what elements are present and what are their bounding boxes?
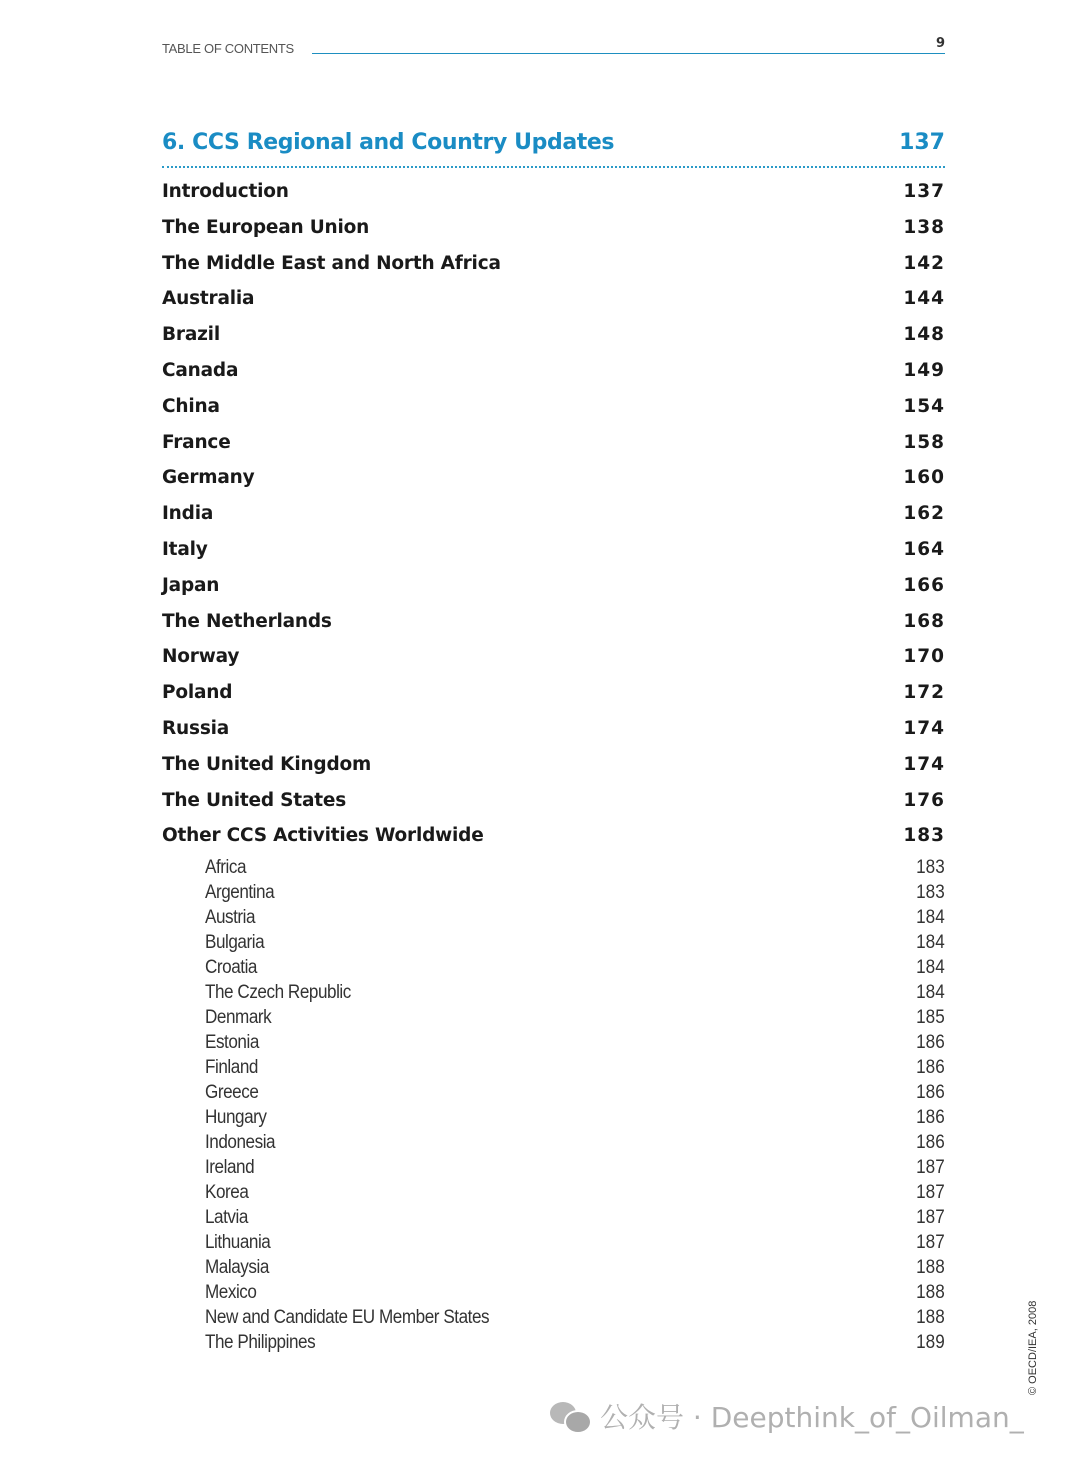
entry-title[interactable]: Russia: [162, 717, 230, 739]
toc-entry[interactable]: [205, 1331, 945, 1356]
entry-page: 183: [916, 857, 945, 878]
entry-title[interactable]: Africa: [205, 857, 247, 878]
toc-entry[interactable]: [205, 1081, 945, 1106]
entry-page: 176: [903, 789, 945, 811]
chapter-page: 137: [899, 130, 945, 155]
toc-entry[interactable]: [205, 906, 945, 931]
entry-title[interactable]: Denmark: [205, 1007, 272, 1028]
watermark: [550, 1396, 1024, 1436]
entry-page: 188: [916, 1282, 945, 1303]
toc-entry[interactable]: [162, 390, 945, 426]
toc-main-list: [162, 175, 945, 855]
entry-title[interactable]: Estonia: [205, 1032, 259, 1053]
entry-page: 160: [903, 467, 945, 489]
entry-page: 188: [916, 1307, 945, 1328]
entry-title[interactable]: France: [162, 431, 231, 453]
entry-page: 142: [903, 252, 945, 274]
entry-page: 186: [916, 1032, 945, 1053]
entry-title[interactable]: Poland: [162, 682, 233, 704]
entry-title[interactable]: Croatia: [205, 957, 257, 978]
toc-entry[interactable]: [162, 605, 945, 641]
entry-page: 187: [916, 1207, 945, 1228]
entry-page: 166: [903, 574, 945, 596]
toc-entry[interactable]: [205, 1281, 945, 1306]
running-header: [162, 38, 945, 56]
entry-title[interactable]: New and Candidate EU Member States: [205, 1307, 490, 1328]
toc-entry[interactable]: [162, 497, 945, 533]
entry-title[interactable]: Lithuania: [205, 1232, 271, 1253]
toc-entry[interactable]: [162, 569, 945, 605]
entry-page: 189: [916, 1332, 945, 1353]
toc-entry[interactable]: [162, 175, 945, 211]
chapter-title[interactable]: 6. CCS Regional and Country Updates: [162, 130, 615, 155]
entry-title[interactable]: The Philippines: [205, 1332, 316, 1353]
entry-page: 187: [916, 1182, 945, 1203]
entry-title[interactable]: Bulgaria: [205, 932, 265, 953]
entry-title[interactable]: Austria: [205, 907, 256, 928]
toc-entry[interactable]: [205, 881, 945, 906]
entry-page: 183: [903, 825, 945, 847]
entry-page: 149: [903, 359, 945, 381]
entry-title[interactable]: Korea: [205, 1182, 249, 1203]
entry-title[interactable]: The Czech Republic: [205, 982, 351, 1003]
entry-title[interactable]: Introduction: [162, 181, 289, 202]
entry-title[interactable]: Other CCS Activities Worldwide: [162, 825, 484, 847]
toc-entry[interactable]: [205, 1181, 945, 1206]
toc-entry[interactable]: [205, 856, 945, 881]
entry-title[interactable]: Mexico: [205, 1282, 257, 1303]
entry-title[interactable]: Brazil: [162, 324, 220, 346]
entry-title[interactable]: China: [162, 395, 220, 417]
entry-title[interactable]: The Middle East and North Africa: [162, 252, 501, 274]
toc-entry[interactable]: [162, 282, 945, 318]
entry-title[interactable]: Germany: [162, 467, 255, 489]
entry-page: 183: [916, 882, 945, 903]
entry-page: 148: [903, 324, 945, 346]
entry-page: 186: [916, 1132, 945, 1153]
entry-page: 184: [916, 932, 945, 953]
entry-page: 158: [903, 431, 945, 453]
entry-page: 186: [916, 1082, 945, 1103]
entry-page: 184: [916, 907, 945, 928]
entry-title[interactable]: Norway: [162, 646, 240, 668]
header-rule: [312, 53, 945, 54]
entry-title[interactable]: India: [162, 503, 214, 525]
entry-title[interactable]: Hungary: [205, 1107, 267, 1128]
toc-entry[interactable]: [205, 1006, 945, 1031]
toc-entry[interactable]: [162, 318, 945, 354]
entry-page: 187: [916, 1232, 945, 1253]
toc-entry[interactable]: [205, 1156, 945, 1181]
entry-title[interactable]: The European Union: [162, 216, 370, 238]
toc-sub-list: [205, 856, 945, 1356]
entry-title[interactable]: Finland: [205, 1057, 258, 1078]
toc-entry[interactable]: [205, 1131, 945, 1156]
entry-title[interactable]: The United States: [162, 789, 347, 811]
toc-entry[interactable]: [162, 354, 945, 390]
chapter-heading: [162, 128, 945, 168]
copyright-notice: © OECD/IEA, 2008: [1027, 1300, 1039, 1395]
page-number: 9: [935, 36, 945, 51]
toc-entry[interactable]: [205, 1306, 945, 1331]
entry-title[interactable]: Latvia: [205, 1207, 248, 1228]
toc-entry[interactable]: [162, 211, 945, 247]
entry-page: 164: [903, 538, 945, 560]
toc-entry[interactable]: [162, 533, 945, 569]
toc-entry[interactable]: [162, 784, 945, 820]
toc-entry[interactable]: [205, 981, 945, 1006]
entry-page: 185: [916, 1007, 945, 1028]
entry-page: 137: [903, 181, 945, 202]
entry-title[interactable]: Malaysia: [205, 1257, 269, 1278]
toc-entry[interactable]: [162, 712, 945, 748]
entry-page: 184: [916, 982, 945, 1003]
toc-entry[interactable]: [205, 1056, 945, 1081]
toc-entry[interactable]: [162, 426, 945, 462]
entry-title[interactable]: Greece: [205, 1082, 259, 1103]
entry-title[interactable]: Japan: [162, 574, 220, 596]
entry-page: 188: [916, 1257, 945, 1278]
entry-page: 138: [903, 216, 945, 238]
entry-page: 172: [903, 682, 945, 704]
entry-title[interactable]: Ireland: [205, 1157, 255, 1178]
entry-page: 187: [916, 1157, 945, 1178]
entry-page: 174: [903, 753, 945, 775]
entry-title[interactable]: The Netherlands: [162, 610, 332, 632]
wechat-icon: [550, 1400, 590, 1432]
entry-title[interactable]: Argentina: [205, 882, 275, 903]
toc-entry[interactable]: [162, 461, 945, 497]
toc-entry[interactable]: [205, 1106, 945, 1131]
entry-page: 174: [903, 717, 945, 739]
entry-page: 154: [903, 395, 945, 417]
entry-page: 144: [903, 288, 945, 310]
entry-page: 186: [916, 1057, 945, 1078]
toc-entry[interactable]: [205, 1206, 945, 1231]
entry-title[interactable]: The United Kingdom: [162, 753, 372, 775]
entry-page: 186: [916, 1107, 945, 1128]
entry-title[interactable]: Canada: [162, 359, 239, 381]
entry-page: 168: [903, 610, 945, 632]
entry-page: 162: [903, 503, 945, 525]
entry-title[interactable]: Indonesia: [205, 1132, 276, 1153]
toc-entry[interactable]: [205, 1031, 945, 1056]
entry-page: 184: [916, 957, 945, 978]
toc-entry[interactable]: [205, 931, 945, 956]
toc-entry[interactable]: [162, 819, 945, 855]
entry-page: 170: [903, 646, 945, 668]
toc-entry[interactable]: [162, 748, 945, 784]
watermark-text: 公众号 · Deepthink_of_Oilman_: [600, 1401, 1024, 1434]
section-label: TABLE OF CONTENTS: [162, 41, 294, 56]
toc-entry[interactable]: [162, 676, 945, 712]
toc-entry[interactable]: [162, 640, 945, 676]
toc-entry[interactable]: [205, 1231, 945, 1256]
toc-entry[interactable]: [162, 247, 945, 283]
toc-entry[interactable]: [205, 1256, 945, 1281]
entry-title[interactable]: Australia: [162, 288, 255, 310]
toc-entry[interactable]: [205, 956, 945, 981]
entry-title[interactable]: Italy: [162, 538, 208, 560]
